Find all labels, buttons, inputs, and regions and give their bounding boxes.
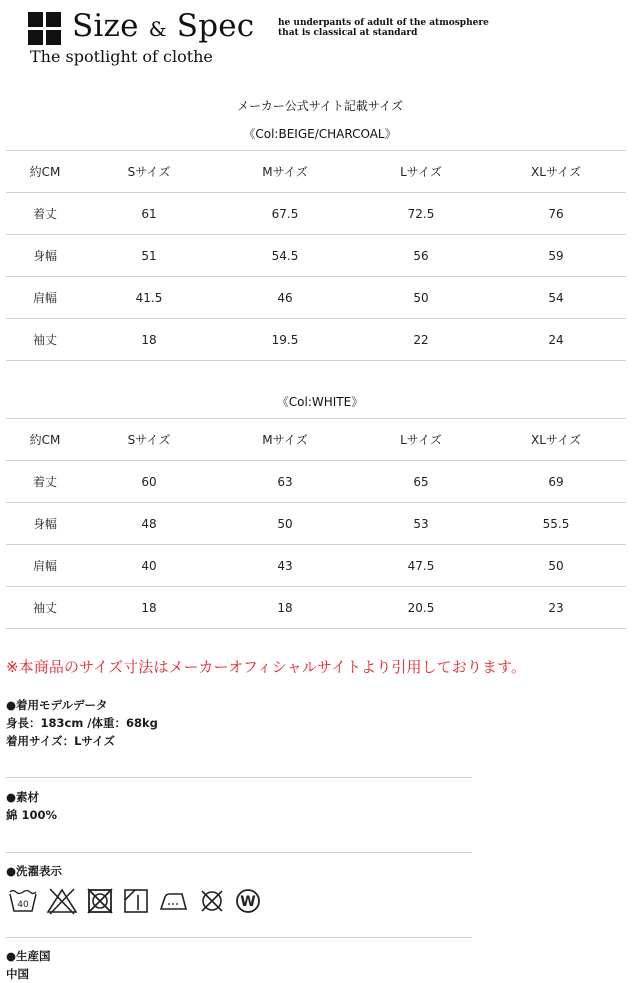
table-row	[6, 193, 626, 235]
header-cell: Mサイズ	[214, 151, 356, 193]
table-cell: 51	[84, 235, 214, 277]
origin-heading: ●生産国	[6, 949, 51, 963]
table-cell: 50	[214, 503, 356, 545]
table-cell: 50	[486, 545, 626, 587]
row-label: 身幅	[6, 235, 84, 277]
table-cell: 18	[84, 319, 214, 361]
table-cell: 20.5	[356, 587, 486, 629]
row-label: 袖丈	[6, 587, 84, 629]
header-cell: 約CM	[6, 151, 84, 193]
table-cell: 67.5	[214, 193, 356, 235]
table-title-white: 《Col:WHITE》	[276, 395, 364, 409]
row-label: 着丈	[6, 461, 84, 503]
table-row	[6, 319, 626, 361]
header-cell: Lサイズ	[356, 419, 486, 461]
table-cell: 18	[84, 587, 214, 629]
logo-grid-icon	[28, 12, 62, 46]
line-dry-shade-icon	[122, 887, 150, 915]
size-table-beige-charcoal	[6, 150, 626, 361]
care-section	[6, 862, 472, 880]
blurb-line: he underpants of adult of the atmosphere	[278, 18, 489, 28]
table-cell: 60	[84, 461, 214, 503]
table-title-beige-charcoal: 《Col:BEIGE/CHARCOAL》	[243, 127, 397, 141]
table-cell: 53	[356, 503, 486, 545]
table-cell: 23	[486, 587, 626, 629]
header-cell: Sサイズ	[84, 419, 214, 461]
model-data-section	[6, 696, 472, 750]
row-label: 肩幅	[6, 545, 84, 587]
table-cell: 65	[356, 461, 486, 503]
brand-ampersand: &	[148, 17, 167, 41]
origin-section	[6, 947, 472, 983]
material-section	[6, 788, 472, 824]
wash-40-tub-icon	[8, 888, 38, 914]
table-cell: 76	[486, 193, 626, 235]
model-measurements: 身長：183cm /体重：68kg	[6, 716, 158, 730]
table-header-row	[6, 419, 626, 461]
header-cell: XLサイズ	[486, 419, 626, 461]
header-cell: 約CM	[6, 419, 84, 461]
wash-temp-label: 40	[17, 900, 29, 910]
table-cell: 54.5	[214, 235, 356, 277]
table-cell: 63	[214, 461, 356, 503]
table-cell: 41.5	[84, 277, 214, 319]
brand-header	[28, 8, 628, 72]
table-cell: 40	[84, 545, 214, 587]
table-cell: 59	[486, 235, 626, 277]
table-cell: 50	[356, 277, 486, 319]
table-cell: 46	[214, 277, 356, 319]
table-cell: 69	[486, 461, 626, 503]
row-label: 肩幅	[6, 277, 84, 319]
header-cell: Lサイズ	[356, 151, 486, 193]
care-icon-row	[8, 884, 270, 918]
table-cell: 72.5	[356, 193, 486, 235]
header-cell: XLサイズ	[486, 151, 626, 193]
material-heading: ●素材	[6, 790, 40, 804]
divider	[6, 937, 472, 938]
table-row	[6, 545, 626, 587]
table-row	[6, 235, 626, 277]
table-header-row	[6, 151, 626, 193]
blurb-line: that is classical at standard	[278, 28, 418, 38]
model-data-heading: ●着用モデルデータ	[6, 698, 108, 712]
table-row	[6, 461, 626, 503]
header-cell: Sサイズ	[84, 151, 214, 193]
table-cell: 18	[214, 587, 356, 629]
table-cell: 61	[84, 193, 214, 235]
no-bleach-icon	[46, 887, 78, 915]
brand-word: Size	[72, 8, 139, 44]
row-label: 着丈	[6, 193, 84, 235]
no-dry-clean-icon	[198, 887, 226, 915]
table-cell: 55.5	[486, 503, 626, 545]
brand-tagline: The spotlight of clothe	[30, 47, 213, 66]
wet-clean-letter: W	[240, 894, 256, 910]
table-row	[6, 503, 626, 545]
brand-blurb	[278, 18, 489, 38]
table-cell: 22	[356, 319, 486, 361]
header-cell: Mサイズ	[214, 419, 356, 461]
table-cell: 19.5	[214, 319, 356, 361]
table-cell: 56	[356, 235, 486, 277]
divider	[6, 852, 472, 853]
no-tumble-dry-icon	[86, 887, 114, 915]
source-notice: ※本商品のサイズ寸法はメーカーオフィシャルサイトより引用しております。	[6, 658, 527, 676]
table-cell: 24	[486, 319, 626, 361]
table-row	[6, 587, 626, 629]
table-cell: 48	[84, 503, 214, 545]
table-cell: 54	[486, 277, 626, 319]
brand-word-end: Spec	[176, 8, 255, 44]
material-value: 綿 100%	[6, 808, 58, 822]
table-row	[6, 277, 626, 319]
model-worn-size: 着用サイズ：Lサイズ	[6, 734, 115, 748]
source-title: メーカー公式サイト記載サイズ	[237, 99, 403, 113]
wet-clean-icon	[234, 887, 262, 915]
row-label: 袖丈	[6, 319, 84, 361]
divider	[6, 777, 472, 778]
table-cell: 43	[214, 545, 356, 587]
iron-low-icon	[158, 887, 190, 915]
row-label: 身幅	[6, 503, 84, 545]
table-cell: 47.5	[356, 545, 486, 587]
brand-title	[72, 8, 254, 44]
care-heading: ●洗濯表示	[6, 864, 63, 878]
size-table-white	[6, 418, 626, 629]
origin-value: 中国	[6, 967, 29, 981]
